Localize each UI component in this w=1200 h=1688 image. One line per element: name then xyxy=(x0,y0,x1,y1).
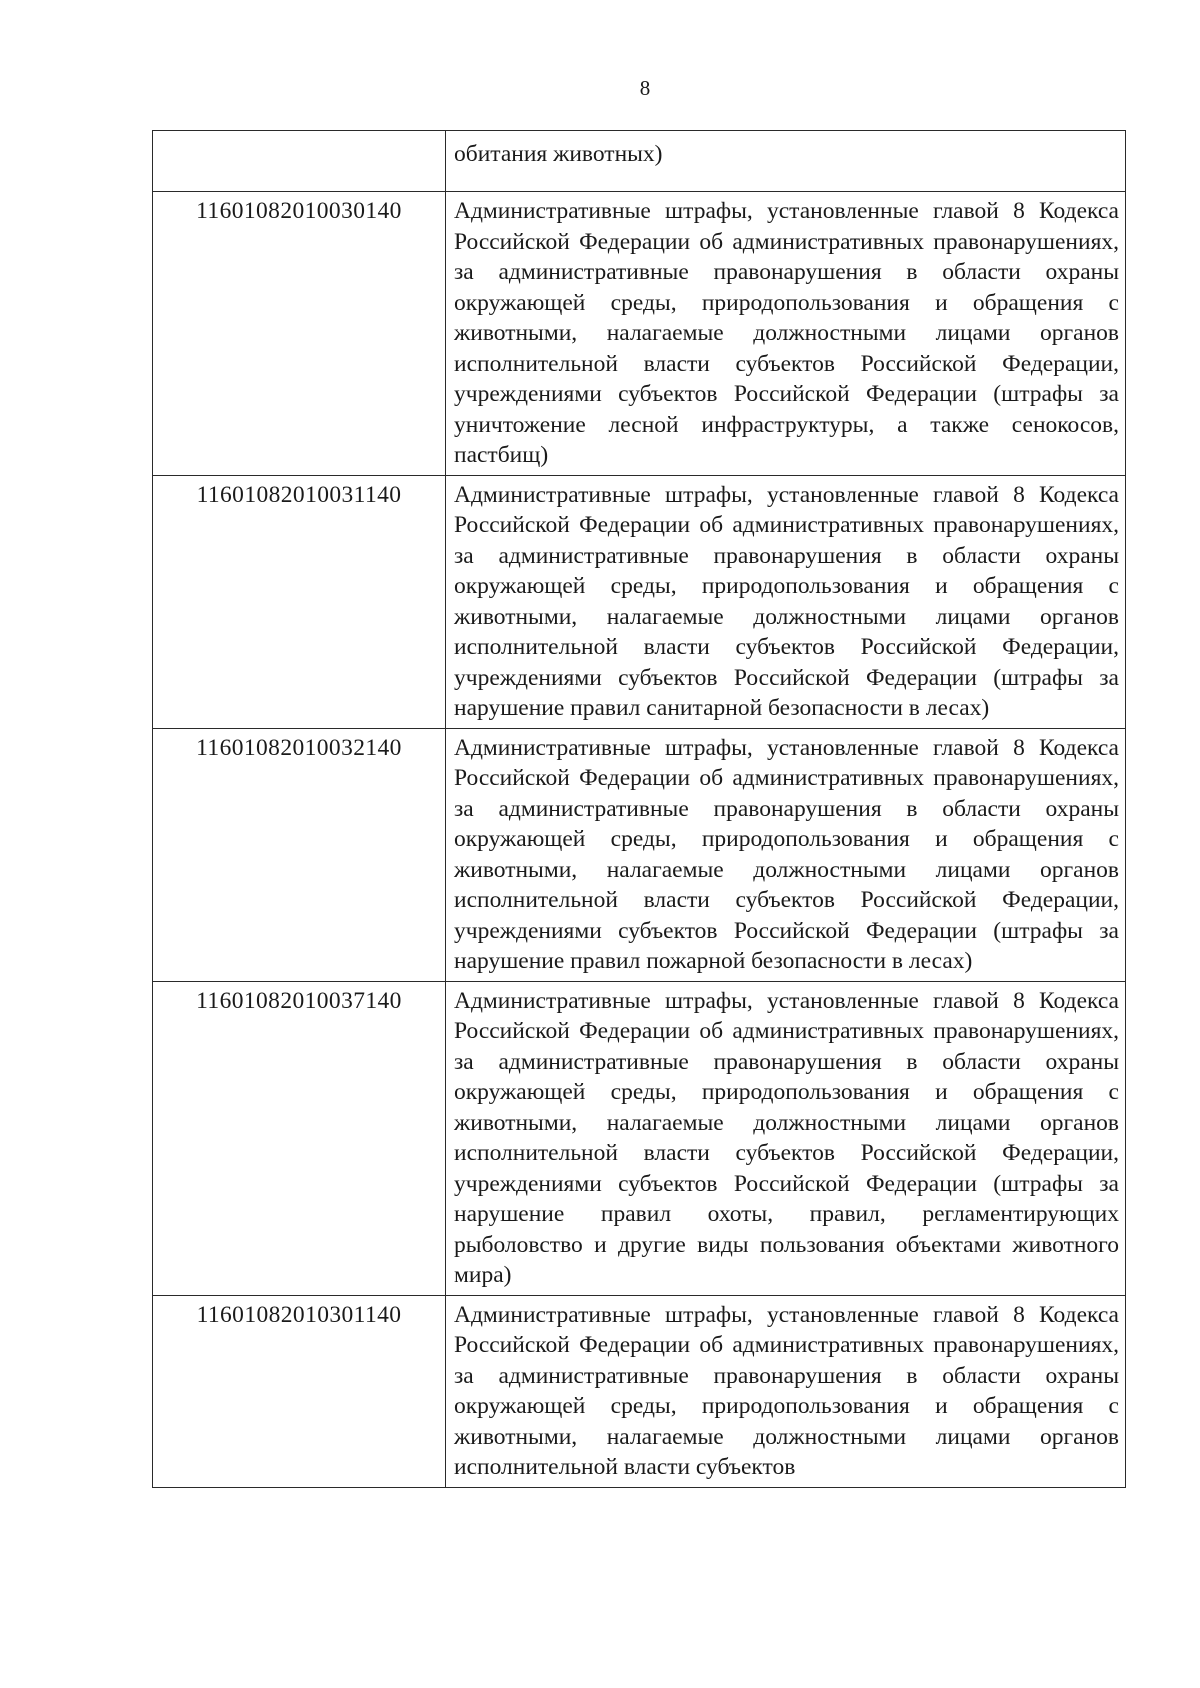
row-code-cell xyxy=(153,131,446,192)
table-row xyxy=(153,728,1126,981)
table-row xyxy=(153,1295,1126,1487)
row-code-cell: 11601082010032140 xyxy=(153,728,446,981)
row-description-cell: Административные штрафы, установленные главой 8 Кодекса Российской Федерации об административных правонарушениях, за административные правонарушения в области охраны окружающей среды, природопользования и обращения с животными, налагаемые должностными лицами органов исполнительной власти субъектов Российской Федерации, учреждениями субъектов Российской Федерации (штрафы за нарушение правил охоты, правил, регламентирующих рыболовство и другие виды пользования объектами животного мира) xyxy=(446,981,1126,1295)
budget-codes-table xyxy=(152,130,1126,1488)
row-code-cell: 11601082010301140 xyxy=(153,1295,446,1487)
row-code-cell: 11601082010037140 xyxy=(153,981,446,1295)
table-row xyxy=(153,192,1126,476)
row-description-cell: Административные штрафы, установленные главой 8 Кодекса Российской Федерации об административных правонарушениях, за административные правонарушения в области охраны окружающей среды, природопользования и обращения с животными, налагаемые должностными лицами органов исполнительной власти субъектов xyxy=(446,1295,1126,1487)
row-description-cell: Административные штрафы, установленные главой 8 Кодекса Российской Федерации об административных правонарушениях, за административные правонарушения в области охраны окружающей среды, природопользования и обращения с животными, налагаемые должностными лицами органов исполнительной власти субъектов Российской Федерации, учреждениями субъектов Российской Федерации (штрафы за нарушение правил пожарной безопасности в лесах) xyxy=(446,728,1126,981)
table-row xyxy=(153,475,1126,728)
row-description-cell: Административные штрафы, установленные главой 8 Кодекса Российской Федерации об административных правонарушениях, за административные правонарушения в области охраны окружающей среды, природопользования и обращения с животными, налагаемые должностными лицами органов исполнительной власти субъектов Российской Федерации, учреждениями субъектов Российской Федерации (штрафы за уничтожение лесной инфраструктуры, а также сенокосов, пастбищ) xyxy=(446,192,1126,476)
table-row-continuation xyxy=(153,131,1126,192)
row-description-cell: Административные штрафы, установленные главой 8 Кодекса Российской Федерации об административных правонарушениях, за административные правонарушения в области охраны окружающей среды, природопользования и обращения с животными, налагаемые должностными лицами органов исполнительной власти субъектов Российской Федерации, учреждениями субъектов Российской Федерации (штрафы за нарушение правил санитарной безопасности в лесах) xyxy=(446,475,1126,728)
row-code-cell: 11601082010030140 xyxy=(153,192,446,476)
row-code-cell: 11601082010031140 xyxy=(153,475,446,728)
row-description-cell: обитания животных) xyxy=(446,131,1126,192)
page-number: 8 xyxy=(639,76,651,100)
table-row xyxy=(153,981,1126,1295)
